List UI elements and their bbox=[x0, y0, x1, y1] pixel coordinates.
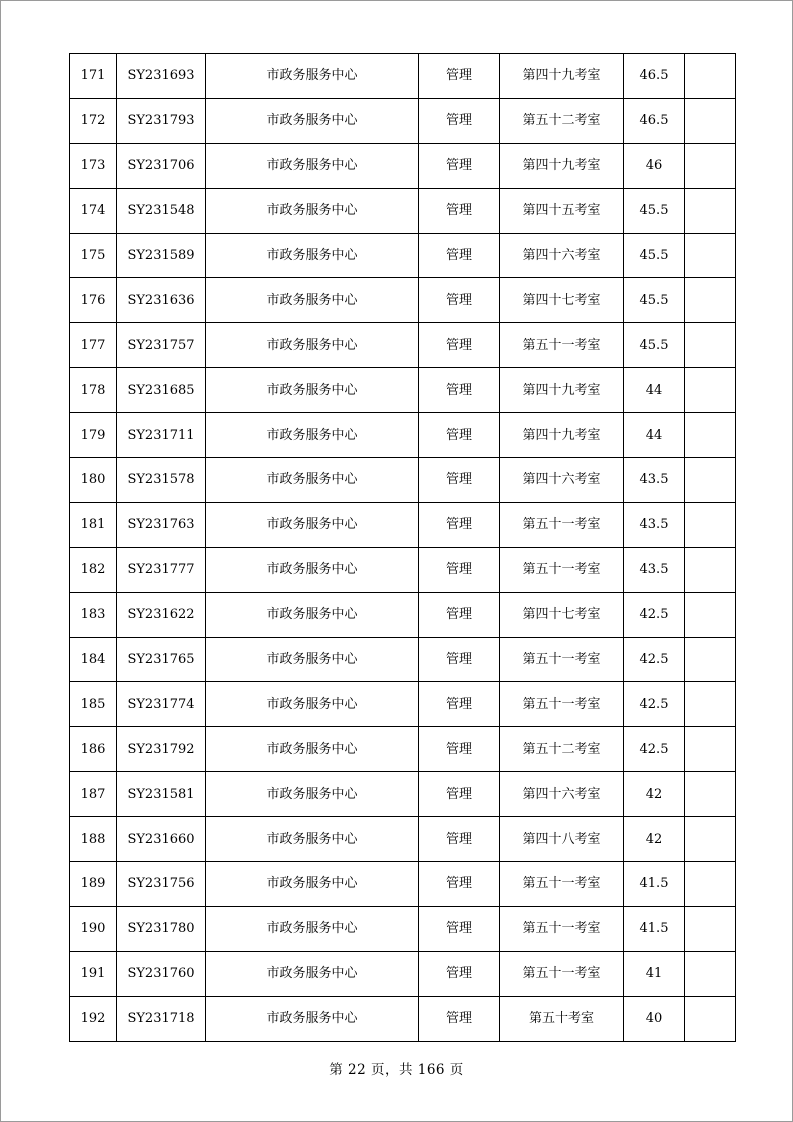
exam-room-cell: 第四十八考室 bbox=[500, 817, 624, 862]
exam-room-cell: 第四十九考室 bbox=[500, 54, 624, 99]
exam-room-cell: 第五十考室 bbox=[500, 996, 624, 1041]
candidate-id-cell: SY231792 bbox=[117, 727, 206, 772]
position-cell: 管理 bbox=[419, 682, 500, 727]
remark-cell bbox=[685, 951, 736, 996]
remark-cell bbox=[685, 233, 736, 278]
candidate-id-cell: SY231760 bbox=[117, 951, 206, 996]
score-cell: 42.5 bbox=[624, 682, 685, 727]
candidate-id-cell: SY231777 bbox=[117, 547, 206, 592]
table-row bbox=[70, 413, 736, 458]
row-number-cell: 174 bbox=[70, 188, 117, 233]
table-row bbox=[70, 502, 736, 547]
table-row bbox=[70, 996, 736, 1041]
row-number-cell: 182 bbox=[70, 547, 117, 592]
exam-room-cell: 第五十一考室 bbox=[500, 906, 624, 951]
position-cell: 管理 bbox=[419, 637, 500, 682]
position-cell: 管理 bbox=[419, 458, 500, 503]
table-row bbox=[70, 637, 736, 682]
row-number-cell: 171 bbox=[70, 54, 117, 99]
score-cell: 42.5 bbox=[624, 592, 685, 637]
position-cell: 管理 bbox=[419, 906, 500, 951]
table-row bbox=[70, 368, 736, 413]
table-row bbox=[70, 547, 736, 592]
candidate-id-cell: SY231763 bbox=[117, 502, 206, 547]
remark-cell bbox=[685, 98, 736, 143]
table-row bbox=[70, 906, 736, 951]
row-number-cell: 190 bbox=[70, 906, 117, 951]
score-cell: 45.5 bbox=[624, 233, 685, 278]
table-row bbox=[70, 54, 736, 99]
position-cell: 管理 bbox=[419, 592, 500, 637]
unit-cell: 市政务服务中心 bbox=[206, 547, 419, 592]
row-number-cell: 183 bbox=[70, 592, 117, 637]
candidate-id-cell: SY231660 bbox=[117, 817, 206, 862]
row-number-cell: 175 bbox=[70, 233, 117, 278]
score-cell: 42 bbox=[624, 772, 685, 817]
exam-room-cell: 第五十二考室 bbox=[500, 727, 624, 772]
candidate-id-cell: SY231765 bbox=[117, 637, 206, 682]
candidate-id-cell: SY231706 bbox=[117, 143, 206, 188]
candidate-id-cell: SY231756 bbox=[117, 862, 206, 907]
row-number-cell: 181 bbox=[70, 502, 117, 547]
unit-cell: 市政务服务中心 bbox=[206, 817, 419, 862]
exam-room-cell: 第四十七考室 bbox=[500, 278, 624, 323]
candidate-id-cell: SY231636 bbox=[117, 278, 206, 323]
unit-cell: 市政务服务中心 bbox=[206, 368, 419, 413]
position-cell: 管理 bbox=[419, 951, 500, 996]
score-cell: 45.5 bbox=[624, 323, 685, 368]
exam-room-cell: 第四十九考室 bbox=[500, 413, 624, 458]
score-cell: 45.5 bbox=[624, 278, 685, 323]
row-number-cell: 172 bbox=[70, 98, 117, 143]
unit-cell: 市政务服务中心 bbox=[206, 727, 419, 772]
exam-room-cell: 第五十一考室 bbox=[500, 637, 624, 682]
row-number-cell: 189 bbox=[70, 862, 117, 907]
position-cell: 管理 bbox=[419, 772, 500, 817]
unit-cell: 市政务服务中心 bbox=[206, 54, 419, 99]
exam-room-cell: 第四十六考室 bbox=[500, 772, 624, 817]
candidate-id-cell: SY231718 bbox=[117, 996, 206, 1041]
unit-cell: 市政务服务中心 bbox=[206, 188, 419, 233]
position-cell: 管理 bbox=[419, 54, 500, 99]
table-row bbox=[70, 458, 736, 503]
position-cell: 管理 bbox=[419, 368, 500, 413]
candidate-id-cell: SY231622 bbox=[117, 592, 206, 637]
position-cell: 管理 bbox=[419, 188, 500, 233]
exam-room-cell: 第五十一考室 bbox=[500, 502, 624, 547]
score-cell: 43.5 bbox=[624, 502, 685, 547]
score-cell: 44 bbox=[624, 413, 685, 458]
table-row bbox=[70, 233, 736, 278]
candidate-id-cell: SY231581 bbox=[117, 772, 206, 817]
remark-cell bbox=[685, 143, 736, 188]
remark-cell bbox=[685, 772, 736, 817]
remark-cell bbox=[685, 323, 736, 368]
candidate-id-cell: SY231711 bbox=[117, 413, 206, 458]
unit-cell: 市政务服务中心 bbox=[206, 143, 419, 188]
remark-cell bbox=[685, 637, 736, 682]
table-row bbox=[70, 862, 736, 907]
position-cell: 管理 bbox=[419, 996, 500, 1041]
candidate-id-cell: SY231793 bbox=[117, 98, 206, 143]
table-row bbox=[70, 98, 736, 143]
unit-cell: 市政务服务中心 bbox=[206, 323, 419, 368]
remark-cell bbox=[685, 727, 736, 772]
score-cell: 42.5 bbox=[624, 637, 685, 682]
candidate-id-cell: SY231780 bbox=[117, 906, 206, 951]
row-number-cell: 187 bbox=[70, 772, 117, 817]
position-cell: 管理 bbox=[419, 862, 500, 907]
row-number-cell: 179 bbox=[70, 413, 117, 458]
remark-cell bbox=[685, 54, 736, 99]
row-number-cell: 184 bbox=[70, 637, 117, 682]
candidate-id-cell: SY231548 bbox=[117, 188, 206, 233]
remark-cell bbox=[685, 458, 736, 503]
table-row bbox=[70, 278, 736, 323]
candidate-id-cell: SY231693 bbox=[117, 54, 206, 99]
row-number-cell: 185 bbox=[70, 682, 117, 727]
table-row bbox=[70, 592, 736, 637]
score-cell: 44 bbox=[624, 368, 685, 413]
row-number-cell: 178 bbox=[70, 368, 117, 413]
unit-cell: 市政务服务中心 bbox=[206, 592, 419, 637]
remark-cell bbox=[685, 682, 736, 727]
unit-cell: 市政务服务中心 bbox=[206, 98, 419, 143]
score-cell: 43.5 bbox=[624, 458, 685, 503]
score-table-body bbox=[70, 54, 736, 1042]
unit-cell: 市政务服务中心 bbox=[206, 682, 419, 727]
position-cell: 管理 bbox=[419, 727, 500, 772]
table-row bbox=[70, 682, 736, 727]
position-cell: 管理 bbox=[419, 323, 500, 368]
exam-room-cell: 第四十六考室 bbox=[500, 233, 624, 278]
table-row bbox=[70, 143, 736, 188]
row-number-cell: 186 bbox=[70, 727, 117, 772]
candidate-id-cell: SY231578 bbox=[117, 458, 206, 503]
score-cell: 42.5 bbox=[624, 727, 685, 772]
exam-room-cell: 第五十一考室 bbox=[500, 951, 624, 996]
candidate-id-cell: SY231685 bbox=[117, 368, 206, 413]
table-row bbox=[70, 951, 736, 996]
candidate-id-cell: SY231774 bbox=[117, 682, 206, 727]
score-cell: 40 bbox=[624, 996, 685, 1041]
exam-room-cell: 第四十六考室 bbox=[500, 458, 624, 503]
unit-cell: 市政务服务中心 bbox=[206, 502, 419, 547]
exam-room-cell: 第五十二考室 bbox=[500, 98, 624, 143]
remark-cell bbox=[685, 547, 736, 592]
unit-cell: 市政务服务中心 bbox=[206, 233, 419, 278]
row-number-cell: 188 bbox=[70, 817, 117, 862]
unit-cell: 市政务服务中心 bbox=[206, 996, 419, 1041]
exam-room-cell: 第四十九考室 bbox=[500, 368, 624, 413]
exam-room-cell: 第五十一考室 bbox=[500, 862, 624, 907]
score-cell: 41 bbox=[624, 951, 685, 996]
unit-cell: 市政务服务中心 bbox=[206, 906, 419, 951]
unit-cell: 市政务服务中心 bbox=[206, 951, 419, 996]
table-row bbox=[70, 188, 736, 233]
table-row bbox=[70, 772, 736, 817]
position-cell: 管理 bbox=[419, 502, 500, 547]
unit-cell: 市政务服务中心 bbox=[206, 278, 419, 323]
remark-cell bbox=[685, 592, 736, 637]
exam-room-cell: 第五十一考室 bbox=[500, 682, 624, 727]
remark-cell bbox=[685, 502, 736, 547]
row-number-cell: 176 bbox=[70, 278, 117, 323]
candidate-id-cell: SY231757 bbox=[117, 323, 206, 368]
row-number-cell: 180 bbox=[70, 458, 117, 503]
position-cell: 管理 bbox=[419, 278, 500, 323]
position-cell: 管理 bbox=[419, 547, 500, 592]
score-cell: 46.5 bbox=[624, 54, 685, 99]
remark-cell bbox=[685, 996, 736, 1041]
exam-room-cell: 第五十一考室 bbox=[500, 323, 624, 368]
row-number-cell: 177 bbox=[70, 323, 117, 368]
row-number-cell: 173 bbox=[70, 143, 117, 188]
remark-cell bbox=[685, 906, 736, 951]
score-cell: 45.5 bbox=[624, 188, 685, 233]
position-cell: 管理 bbox=[419, 817, 500, 862]
score-cell: 46 bbox=[624, 143, 685, 188]
unit-cell: 市政务服务中心 bbox=[206, 458, 419, 503]
exam-room-cell: 第四十九考室 bbox=[500, 143, 624, 188]
remark-cell bbox=[685, 413, 736, 458]
exam-room-cell: 第四十七考室 bbox=[500, 592, 624, 637]
candidate-id-cell: SY231589 bbox=[117, 233, 206, 278]
score-cell: 41.5 bbox=[624, 906, 685, 951]
remark-cell bbox=[685, 368, 736, 413]
table-row bbox=[70, 817, 736, 862]
position-cell: 管理 bbox=[419, 233, 500, 278]
unit-cell: 市政务服务中心 bbox=[206, 413, 419, 458]
unit-cell: 市政务服务中心 bbox=[206, 862, 419, 907]
position-cell: 管理 bbox=[419, 98, 500, 143]
remark-cell bbox=[685, 862, 736, 907]
row-number-cell: 191 bbox=[70, 951, 117, 996]
remark-cell bbox=[685, 188, 736, 233]
unit-cell: 市政务服务中心 bbox=[206, 772, 419, 817]
score-cell: 46.5 bbox=[624, 98, 685, 143]
unit-cell: 市政务服务中心 bbox=[206, 637, 419, 682]
score-cell: 42 bbox=[624, 817, 685, 862]
row-number-cell: 192 bbox=[70, 996, 117, 1041]
score-cell: 41.5 bbox=[624, 862, 685, 907]
score-cell: 43.5 bbox=[624, 547, 685, 592]
exam-room-cell: 第五十一考室 bbox=[500, 547, 624, 592]
remark-cell bbox=[685, 817, 736, 862]
score-table bbox=[69, 53, 736, 1042]
remark-cell bbox=[685, 278, 736, 323]
exam-room-cell: 第四十五考室 bbox=[500, 188, 624, 233]
page-number-footer: 第 22 页，共 166 页 bbox=[329, 1062, 464, 1078]
table-row bbox=[70, 727, 736, 772]
position-cell: 管理 bbox=[419, 143, 500, 188]
table-row bbox=[70, 323, 736, 368]
position-cell: 管理 bbox=[419, 413, 500, 458]
